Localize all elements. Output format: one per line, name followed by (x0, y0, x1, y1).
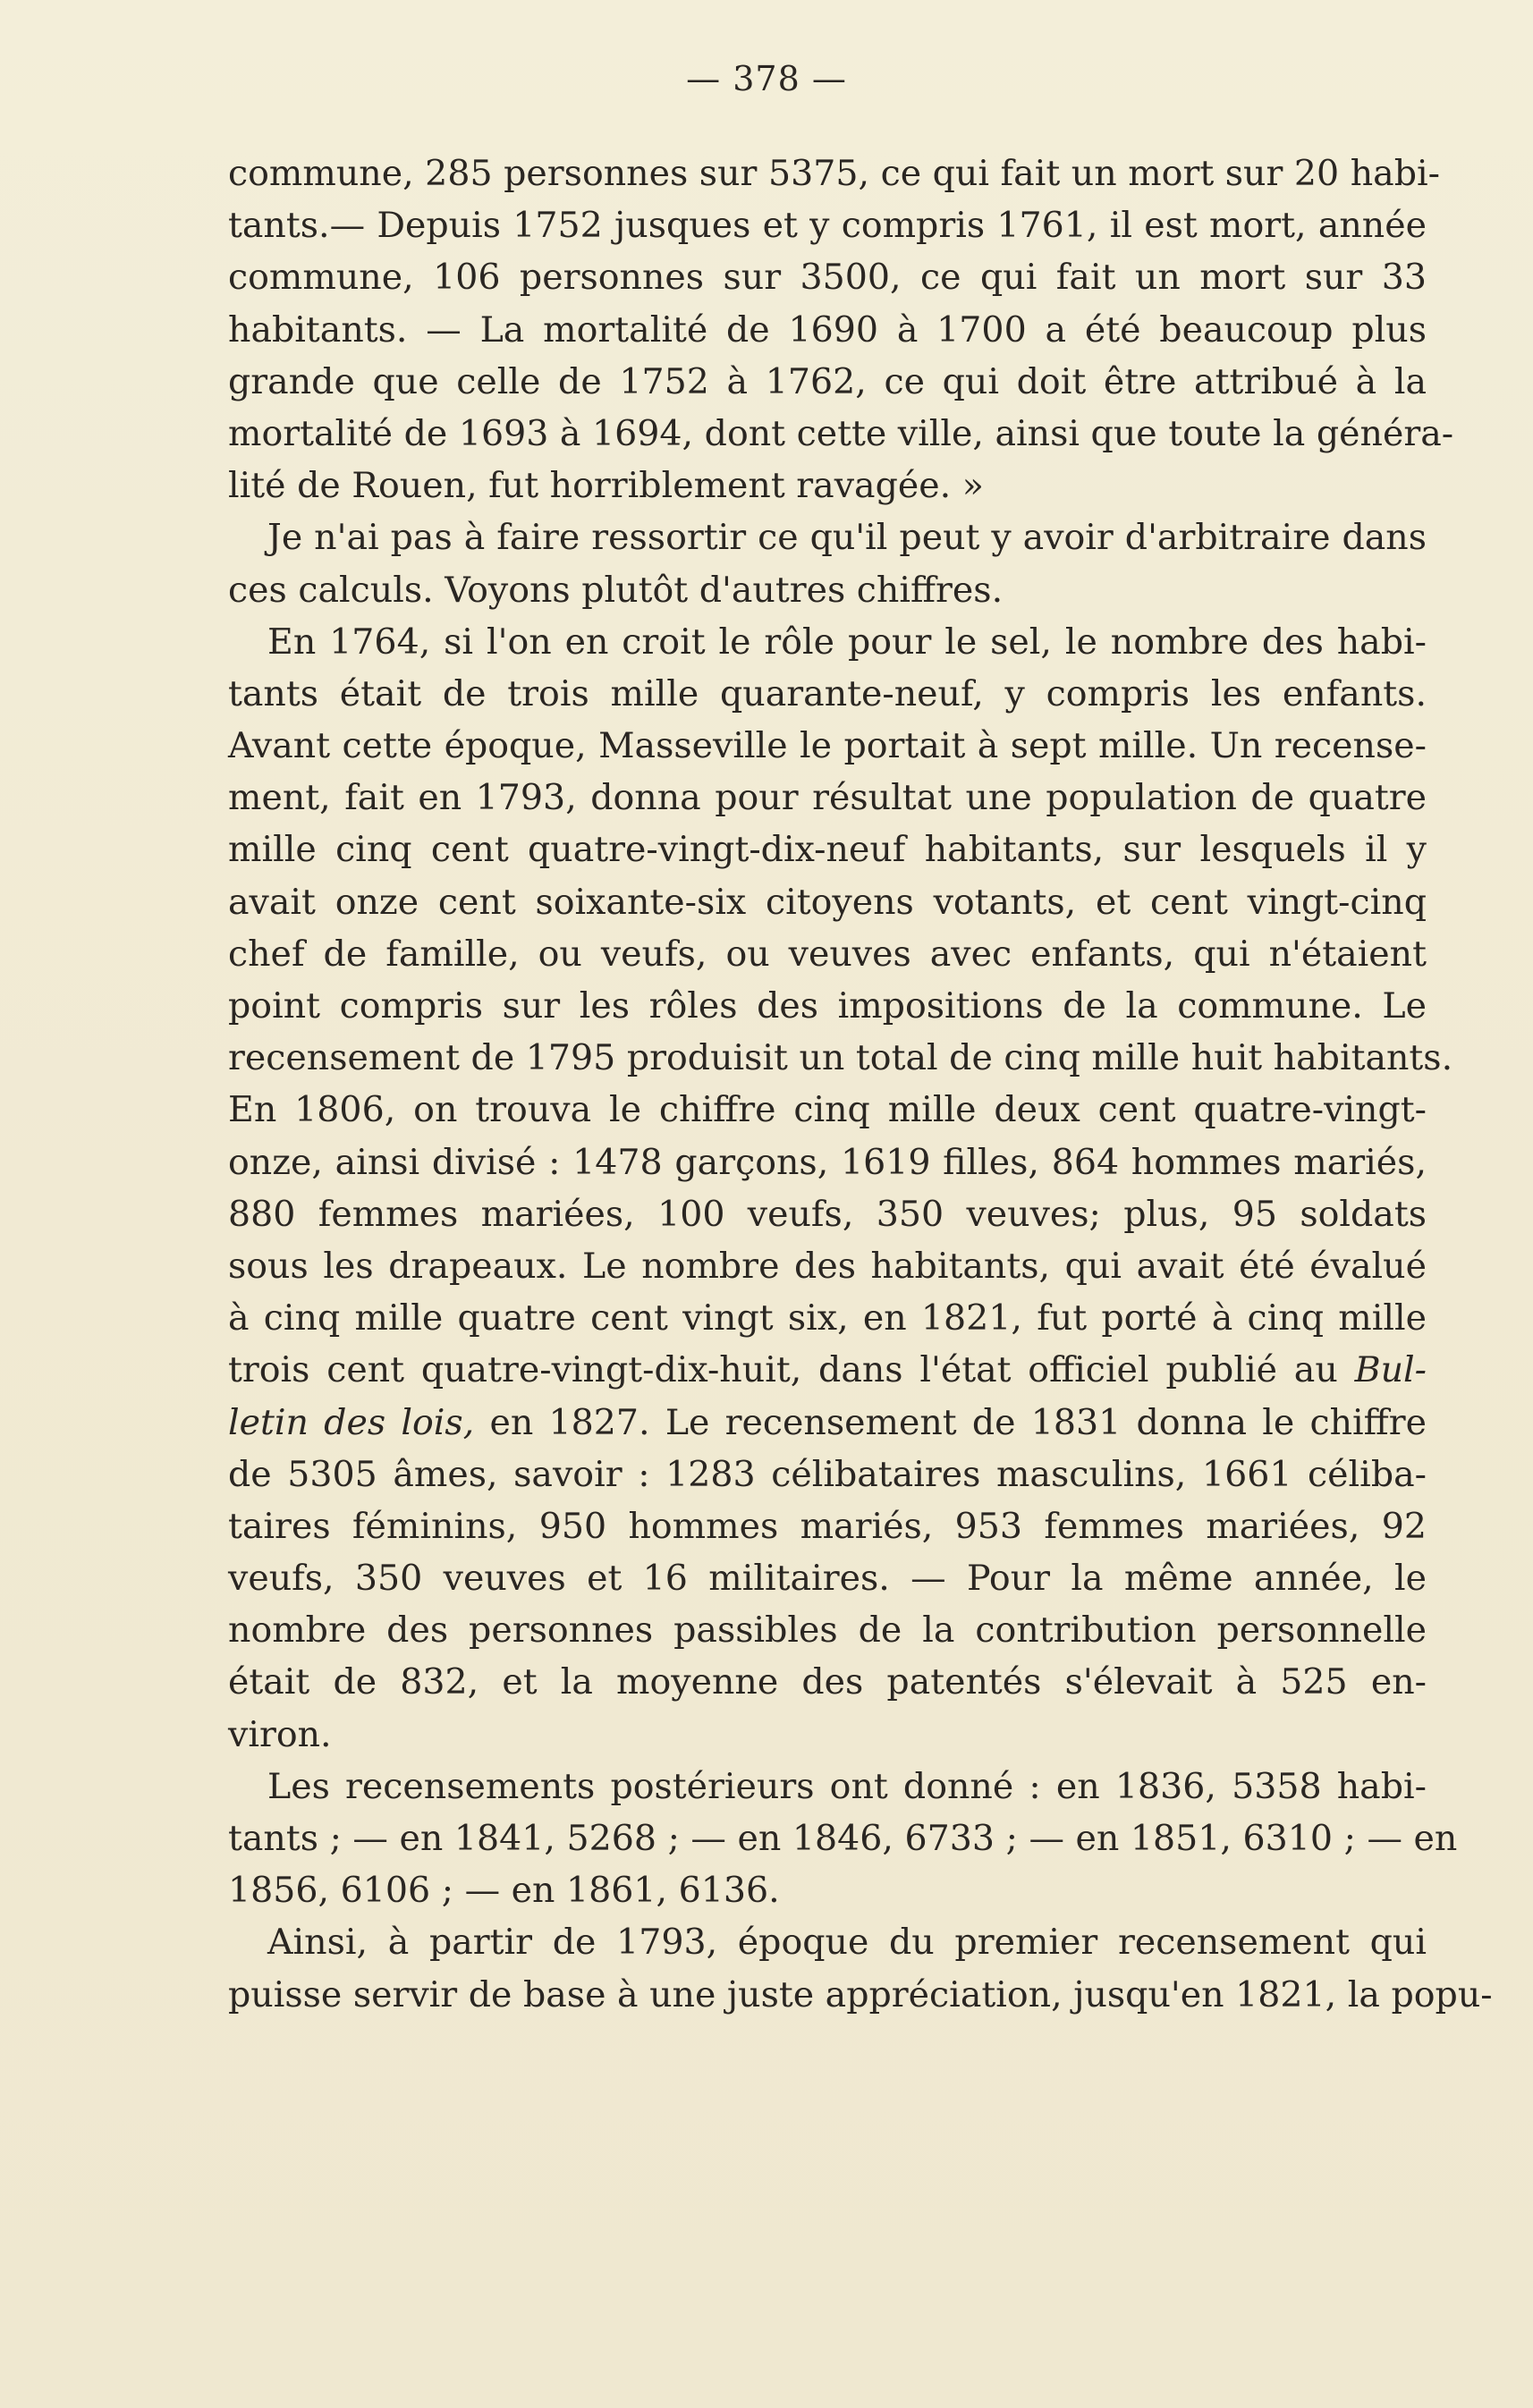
text-line (228, 1344, 1427, 1396)
text-line (228, 1292, 1427, 1344)
text-line (228, 251, 1427, 303)
line-text: habitants. — La mortalité de 1690 à 1700 a été beaucoup plus (228, 308, 1427, 351)
text-line (228, 1916, 1427, 1968)
line-text: avait onze cent soixante-six citoyens votants, et cent vingt-cinq (228, 881, 1427, 923)
line-text: tants était de trois mille quarante-neuf, y compris les enfants. (228, 672, 1427, 714)
line-text: sous les drapeaux. Le nombre des habitants, qui avait été évalué (228, 1245, 1427, 1287)
text-line (228, 304, 1427, 356)
line-text: commune, 106 personnes sur 3500, ce qui fait un mort sur 33 (228, 257, 1427, 299)
line-text: viron. (228, 1713, 332, 1755)
text-line (228, 564, 1427, 616)
text-line (228, 511, 1427, 563)
italic-text: Bul- (1354, 1349, 1427, 1391)
line-text: Les recensements postérieurs ont donné : en 1836, 5358 habi- (267, 1765, 1427, 1807)
line-text: 1856, 6106 ; — en 1861, 6136. (228, 1870, 780, 1912)
text-line (228, 1084, 1427, 1136)
text-line (228, 720, 1427, 772)
text-line (228, 1500, 1427, 1552)
line-text: ment, fait en 1793, donna pour résultat une population de quatre (228, 777, 1427, 819)
text-line (228, 460, 1427, 511)
text-line (228, 1449, 1427, 1500)
text-line (228, 148, 1440, 199)
line-text: recensement de 1795 produisit un total de cinq mille huit habitants. (228, 1037, 1453, 1079)
line-text: onze, ainsi divisé : 1478 garçons, 1619 filles, 864 hommes mariés, (228, 1141, 1427, 1183)
text-line (228, 824, 1427, 875)
text-line (228, 408, 1454, 460)
text-line (228, 616, 1427, 668)
text-line (228, 980, 1427, 1032)
line-text: commune, 285 personnes sur 5375, ce qui fait un mort sur 20 habi- (228, 153, 1440, 194)
italic-text: letin des lois, (228, 1401, 475, 1443)
line-text: veufs, 350 veuves et 16 militaires. — Pour la même année, le (228, 1558, 1427, 1600)
line-text: puisse servir de base à une juste appréciation, jusqu'en 1821, la popu- (228, 1973, 1493, 2015)
line-text: chef de famille, ou veufs, ou veuves avec enfants, qui n'étaient (228, 933, 1427, 975)
page-number: — 378 — (686, 59, 847, 98)
line-text: à cinq mille quatre cent vingt six, en 1821, fut porté à cinq mille (228, 1297, 1427, 1339)
line-text: En 1764, si l'on en croit le rôle pour le sel, le nombre des habi- (267, 621, 1427, 663)
line-text: lité de Rouen, fut horriblement ravagée. » (228, 465, 984, 507)
line-text: grande que celle de 1752 à 1762, ce qui doit être attribué à la (228, 360, 1427, 402)
line-text: Avant cette époque, Masseville le portait à sept mille. Un recense- (228, 725, 1427, 767)
line-text: taires féminins, 950 hommes mariés, 953 femmes mariées, 92 (228, 1505, 1427, 1547)
line-text: point compris sur les rôles des impositions de la commune. Le (228, 985, 1427, 1027)
line-text: Je n'ai pas à faire ressortir ce qu'il peut y avoir d'arbitraire dans (267, 517, 1427, 559)
line-text: était de 832, et la moyenne des patentés s'élevait à 525 en- (228, 1661, 1427, 1703)
line-text: ces calculs. Voyons plutôt d'autres chiffres. (228, 569, 1004, 611)
text-line (228, 1136, 1427, 1188)
line-text: nombre des personnes passibles de la contribution personnelle (228, 1610, 1427, 1652)
text-line (228, 1709, 1427, 1761)
text-line (228, 1761, 1427, 1812)
text-line (228, 1397, 1427, 1449)
line-text: 880 femmes mariées, 100 veufs, 350 veuves; plus, 95 soldats (228, 1193, 1427, 1235)
line-text: de 5305 âmes, savoir : 1283 célibataires masculins, 1661 céliba- (228, 1453, 1427, 1495)
text-line (228, 1032, 1453, 1084)
text-line (228, 356, 1427, 408)
text-line (228, 199, 1427, 251)
text-line (228, 1812, 1458, 1864)
text-line (228, 1864, 1427, 1916)
line-text: tants ; — en 1841, 5268 ; — en 1846, 6733 ; — en 1851, 6310 ; — en (228, 1818, 1458, 1859)
line-text: tants.— Depuis 1752 jusques et y compris 1761, il est mort, année (228, 205, 1427, 247)
line-text: En 1806, on trouva le chiffre cinq mille deux cent quatre-vingt- (228, 1089, 1427, 1131)
text-line (228, 1188, 1427, 1240)
text-line (228, 1552, 1427, 1604)
line-text: mille cinq cent quatre-vingt-dix-neuf habitants, sur lesquels il y (228, 829, 1427, 871)
line-text: mortalité de 1693 à 1694, dont cette ville, ainsi que toute la généra- (228, 412, 1454, 454)
text-line (228, 772, 1427, 824)
line-text: en 1827. Le recensement de 1831 donna le chiffre (489, 1401, 1427, 1443)
text-line (228, 1969, 1493, 2021)
text-line (228, 1240, 1427, 1292)
text-line (228, 928, 1427, 980)
text-line (228, 1656, 1427, 1708)
line-text: trois cent quatre-vingt-dix-huit, dans l'état officiel publié au (228, 1349, 1338, 1391)
line-text: Ainsi, à partir de 1793, époque du premier recensement qui (267, 1922, 1427, 1964)
text-line (228, 876, 1427, 928)
body-text (228, 148, 1493, 2021)
text-line (228, 1604, 1427, 1656)
text-line (228, 668, 1427, 720)
